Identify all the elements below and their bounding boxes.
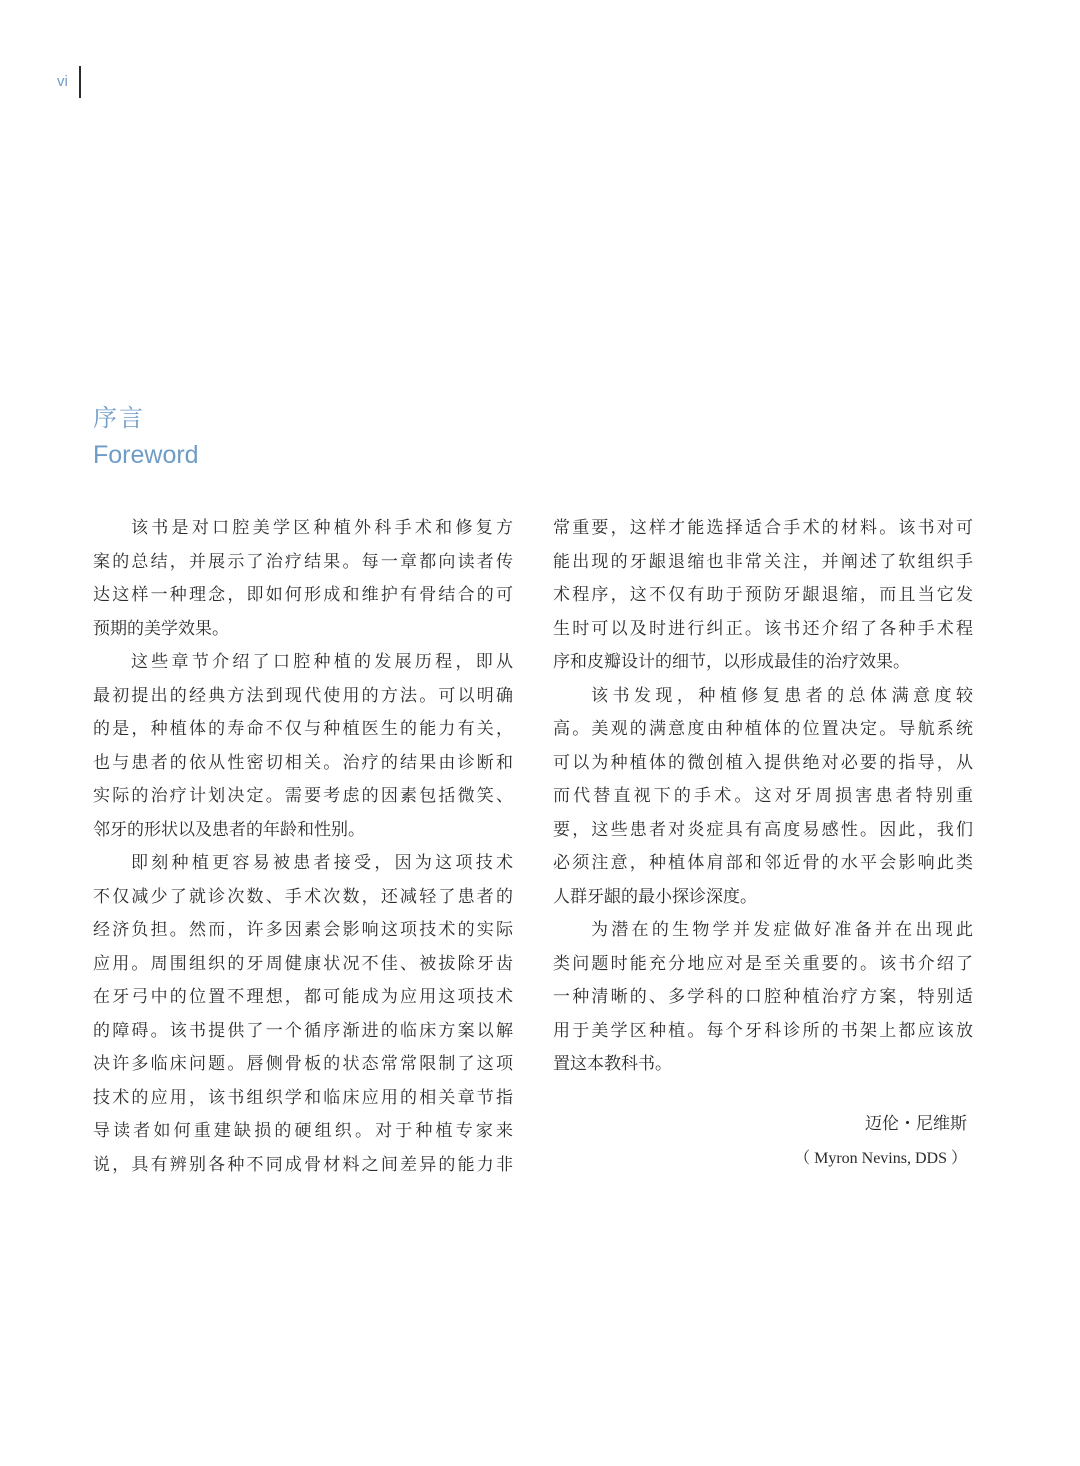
text-line: 高。美观的满意度由种植体的位置决定。导航系统: [553, 719, 973, 739]
text-line: 在牙弓中的位置不理想，都可能成为应用这项技术: [93, 987, 513, 1007]
text-line: 不仅减少了就诊次数、手术次数，还减轻了患者的: [93, 886, 513, 907]
text-line: 类问题时能充分地应对是至关重要的。该书介绍了: [553, 953, 973, 974]
text-line: 要，这些患者对炎症具有高度易感性。因此，我们: [553, 819, 973, 840]
text-line: 即刻种植更容易被患者接受，因为这项技术: [131, 853, 513, 873]
text-line: 一种清晰的、多学科的口腔种植治疗方案，特别适: [553, 987, 973, 1007]
text-line: 序和皮瓣设计的细节，以形成最佳的治疗效果。: [553, 652, 910, 672]
text-line: 术程序，这不仅有助于预防牙龈退缩，而且当它发: [553, 585, 973, 605]
text-line: 的是，种植体的寿命不仅与种植医生的能力有关，: [93, 719, 513, 739]
right-text-column: [553, 512, 973, 1082]
text-line: 能出现的牙龈退缩也非常关注，并阐述了软组织手: [553, 551, 973, 572]
text-line: 案的总结，并展示了治疗结果。每一章都向读者传: [93, 551, 513, 572]
text-line: 这些章节介绍了口腔种植的发展历程，即从: [131, 652, 513, 672]
text-line: 也与患者的依从性密切相关。治疗的结果由诊断和: [93, 752, 513, 773]
text-line: 的障碍。该书提供了一个循序渐进的临床方案以解: [93, 1020, 513, 1041]
page-title-chinese: 序言: [93, 404, 145, 432]
text-line: 可以为种植体的微创植入提供绝对必要的指导，从: [553, 752, 973, 773]
text-line: 导读者如何重建缺损的硬组织。对于种植专家来: [93, 1121, 513, 1141]
text-line: 实际的治疗计划决定。需要考虑的因素包括微笑、: [93, 786, 513, 806]
text-line: 经济负担。然而，许多因素会影响这项技术的实际: [93, 920, 513, 940]
signature-name-english: （ Myron Nevins, DDS ）: [794, 1149, 967, 1167]
text-line: 最初提出的经典方法到现代使用的方法。可以明确: [93, 685, 513, 706]
signature-block: [794, 1108, 967, 1175]
text-line: 该书是对口腔美学区种植外科手术和修复方: [131, 518, 513, 538]
text-line: 应用。周围组织的牙周健康状况不佳、被拔除牙齿: [93, 953, 513, 974]
text-line: 说，具有辨别各种不同成骨材料之间差异的能力非: [93, 1154, 513, 1175]
page-title-english: Foreword: [93, 441, 199, 469]
page-number: vi: [57, 73, 68, 90]
text-line: 决许多临床问题。唇侧骨板的状态常常限制了这项: [93, 1054, 513, 1074]
text-line: 预期的美学效果。: [93, 618, 229, 639]
text-line: 达这样一种理念，即如何形成和维护有骨结合的可: [93, 585, 513, 605]
text-line: 技术的应用，该书组织学和临床应用的相关章节指: [93, 1087, 513, 1108]
text-line: 人群牙龈的最小探诊深度。: [553, 886, 757, 907]
text-line: 为潜在的生物学并发症做好准备并在出现此: [591, 920, 973, 940]
text-line: 该书发现，种植修复患者的总体满意度较: [591, 685, 973, 706]
text-line: 邻牙的形状以及患者的年龄和性别。: [93, 819, 365, 840]
text-line: 常重要，这样才能选择适合手术的材料。该书对可: [553, 518, 973, 538]
text-line: 而代替直视下的手术。这对牙周损害患者特别重: [553, 786, 973, 806]
text-line: 用于美学区种植。每个牙科诊所的书架上都应该放: [553, 1020, 973, 1041]
signature-name-chinese: 迈伦・尼维斯: [865, 1114, 967, 1134]
text-line: 必须注意，种植体肩部和邻近骨的水平会影响此类: [553, 853, 973, 873]
text-line: 生时可以及时进行纠正。该书还介绍了各种手术程: [553, 618, 973, 639]
page-number-divider: [79, 66, 81, 98]
text-line: 置这本教科书。: [553, 1054, 672, 1074]
left-text-column: [93, 512, 513, 1182]
